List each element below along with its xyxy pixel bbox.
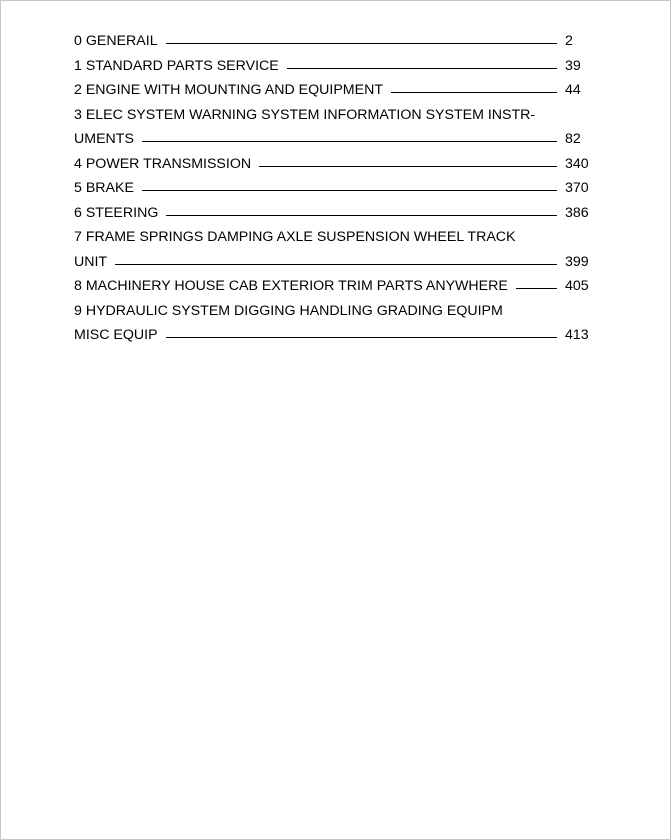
toc-entry-7-line-1[interactable] <box>74 227 591 252</box>
toc-entry-6[interactable] <box>74 203 591 228</box>
toc-entry-1[interactable] <box>74 56 591 81</box>
toc-entry-0[interactable] <box>74 31 591 56</box>
toc-entry-3-line-1[interactable] <box>74 105 591 130</box>
toc-entry-title: 9 HYDRAULIC SYSTEM DIGGING HANDLING GRADING EQUIPM <box>74 302 503 319</box>
toc-entry-title: 8 MACHINERY HOUSE CAB EXTERIOR TRIM PARTS ANYWHERE <box>74 278 508 294</box>
toc-page-number: 370 <box>565 180 589 196</box>
toc-entry-title: 3 ELEC SYSTEM WARNING SYSTEM INFORMATION SYSTEM INSTR- <box>74 106 536 123</box>
toc-entry-5[interactable] <box>74 178 591 203</box>
toc-entry-9-line-2[interactable] <box>74 325 591 350</box>
toc-entry-title-continued: MISC EQUIP <box>74 327 158 343</box>
toc-entry-8[interactable] <box>74 276 591 301</box>
toc-entry-title: 2 ENGINE WITH MOUNTING AND EQUIPMENT <box>74 82 383 98</box>
toc-entry-title: 7 FRAME SPRINGS DAMPING AXLE SUSPENSION WHEEL TRACK <box>74 229 516 245</box>
toc-leader-line <box>142 190 557 191</box>
toc-entry-title: 1 STANDARD PARTS SERVICE <box>74 57 279 74</box>
toc-entry-4[interactable] <box>74 154 591 179</box>
toc-page-number: 399 <box>565 253 589 270</box>
toc-leader-line <box>142 141 557 142</box>
toc-entry-2[interactable] <box>74 80 591 105</box>
toc-entry-title: 6 STEERING <box>74 204 159 221</box>
toc-page-number: 2 <box>565 33 573 49</box>
toc-entry-title-continued: UNIT <box>74 253 108 270</box>
toc-entry-title: 0 GENERAIL <box>74 33 158 49</box>
toc-entry-title: 5 BRAKE <box>74 180 134 196</box>
table-of-contents <box>74 31 591 350</box>
toc-leader-line <box>259 166 557 167</box>
toc-leader-line <box>166 215 557 216</box>
toc-leader-line <box>516 288 557 289</box>
toc-entry-title-continued: UMENTS <box>74 131 134 147</box>
toc-entry-7-line-2[interactable] <box>74 252 591 277</box>
toc-page-number: 39 <box>565 57 581 74</box>
toc-leader-line <box>166 43 557 44</box>
toc-leader-line <box>391 92 557 93</box>
toc-entry-9-line-1[interactable] <box>74 301 591 326</box>
toc-page-number: 405 <box>565 278 589 294</box>
toc-entry-title: 4 POWER TRANSMISSION <box>74 155 252 172</box>
toc-page-number: 82 <box>565 131 581 147</box>
toc-leader-line <box>287 68 557 69</box>
toc-leader-line <box>166 337 557 338</box>
toc-entry-3-line-2[interactable] <box>74 129 591 154</box>
toc-leader-line <box>115 264 557 265</box>
toc-page-number: 340 <box>565 155 589 172</box>
toc-page-number: 386 <box>565 204 589 221</box>
toc-page-number: 44 <box>565 82 581 98</box>
toc-page-number: 413 <box>565 327 589 343</box>
